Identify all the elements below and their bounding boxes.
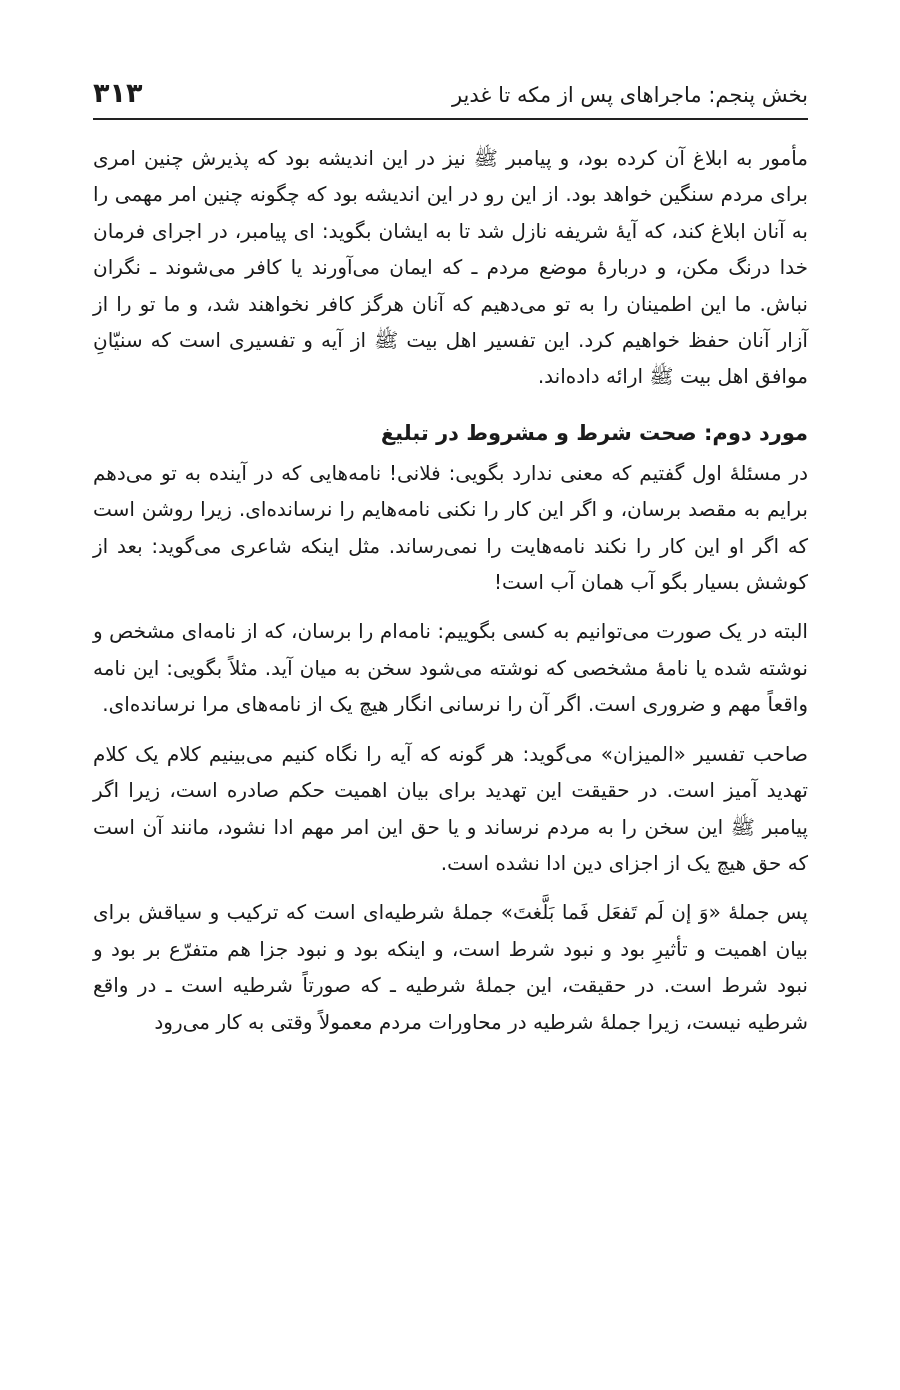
paragraph-2: در مسئلهٔ اول گفتیم که معنی ندارد بگویی: فلانی! نامه‌هایی که در آینده به تو می‌دهم برایم به مقصد برسان، و اگر این کار را نکنی نامه‌هایم را نرسانده‌ای. زیرا روشن است که اگر او این کار را نکند نامه‌هایت را نمی‌رساند. مثل اینکه شاعری می‌گوید: بعد از کوشش بسیار بگو آب همان آب است!	[93, 460, 808, 595]
book-page	[93, 0, 808, 1390]
page-number: ۳۱۳	[93, 78, 143, 109]
paragraph-5: پس جملهٔ «وَ إن لَم تَفعَل فَما بَلَّغتَ» جملهٔ شرطیه‌ای است که ترکیب و سیاقش برای بیان اهمیت و تأثیرِ بود و نبود شرط است، و اینکه بود و نبود جزا هم متفرّع بر بود و نبود شرط است. در حقیقت، این جملهٔ شرطیه ـ که صورتاً شرطیه است ـ در واقع شرطیه نیست، زیرا جملهٔ شرطیه در محاورات مردم معمولاً وقتی به کار می‌رود	[93, 900, 808, 1034]
running-header	[93, 62, 808, 110]
header-divider	[93, 118, 808, 120]
paragraph-1: مأمور به ابلاغ آن کرده بود، و پیامبر ﷺ نیز در این اندیشه بود که پذیرش چنین امری برای مردم سنگین خواهد بود. از این رو در این اندیشه بود که چگونه چنین امر مهمی را به آنان ابلاغ کند، که آیهٔ شریفه نازل شد تا به ایشان بگوید: ای پیامبر، در اجرای فرمان خدا درنگ مکن، و دربارهٔ موضع مردم ـ که ایمان می‌آورند یا کافر می‌شوند ـ نگران نباش. ما این اطمینان را به تو می‌دهیم که آنان هرگز کافر نخواهند شد، و ما تو را از آزار آنان حفظ خواهیم کرد. این تفسیر اهل بیت ﷺ از آیه و تفسیری است که سنیّانِ موافق اهل بیت ﷺ ارائه داده‌اند.	[93, 146, 808, 389]
chapter-title: بخش پنجم: ماجراهای پس از مکه تا غدیر	[451, 83, 808, 107]
section-heading: مورد دوم: صحت شرط و مشروط در تبلیغ	[380, 420, 808, 445]
paragraph-4: صاحب تفسیر «المیزان» می‌گوید: هر گونه که آیه را نگاه کنیم می‌بینیم کلام یک کلام تهدید آمیز است. در حقیقت این تهدید برای بیان اهمیت حکم صادره است، زیرا اگر پیامبر ﷺ این سخن را به مردم نرساند و یا حق این امر مهم ادا نشود، مانند آن است که حق هیچ یک از اجزای دین ادا نشده است.	[93, 741, 808, 875]
paragraph-3: البته در یک صورت می‌توانیم به کسی بگوییم: نامه‌ام را برسان، که از نامه‌ای مشخص و نوشته شده یا نامهٔ مشخصی که نوشته می‌شود سخن به میان آید. مثلاً بگویی: این نامه واقعاً مهم و ضروری است. اگر آن را نرسانی انگار هیچ یک از نامه‌های مرا نرسانده‌ای.	[93, 619, 808, 717]
page-body	[93, 140, 808, 1053]
